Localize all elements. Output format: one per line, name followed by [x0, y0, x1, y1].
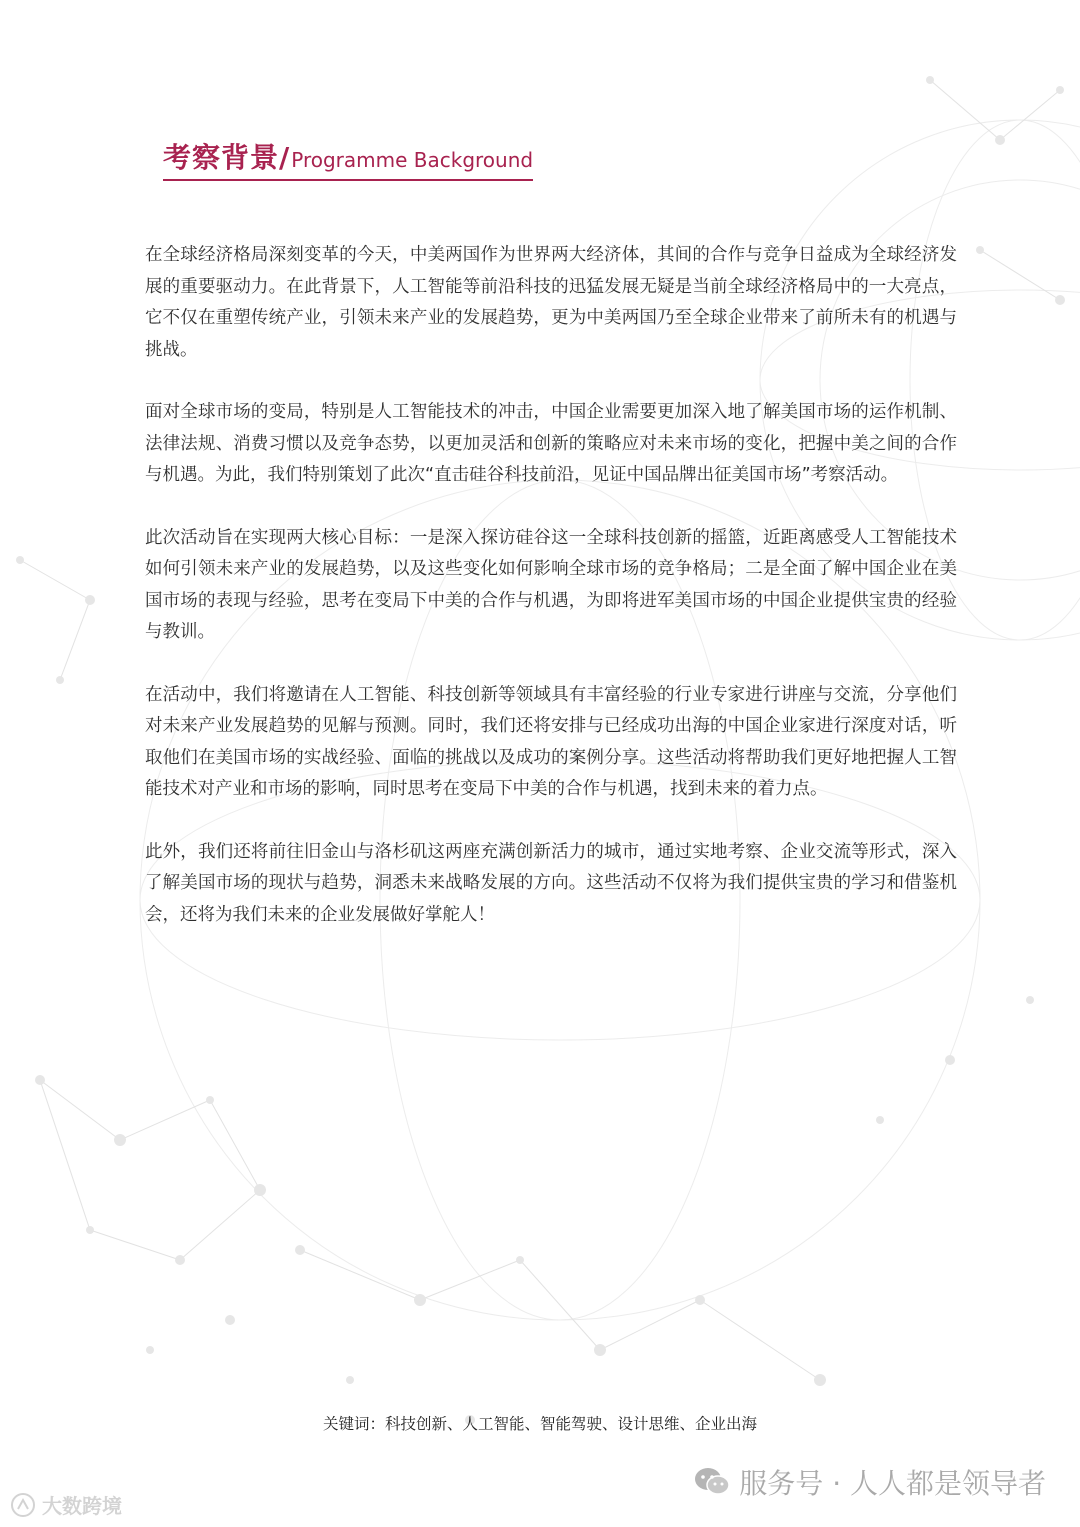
watermark-left-text: 大数跨境	[42, 1494, 122, 1518]
keywords-line: 关键词：科技创新、人工智能、智能驾驶、设计思维、企业出海	[322, 1415, 757, 1433]
paragraph-1: 在全球经济格局深刻变革的今天，中美两国作为世界两大经济体，其间的合作与竞争日益成为全球经济发展的重要驱动力。在此背景下，人工智能等前沿科技的迅猛发展无疑是当前全球经济格局中的一大亮点，它不仅在重塑传统产业，引领未来产业的发展趋势，更为中美两国乃至全球企业带来了前所未有的机遇与挑战。	[145, 245, 957, 360]
brand-logo-icon	[10, 1492, 36, 1518]
paragraph-3: 此次活动旨在实现两大核心目标：一是深入探访硅谷这一全球科技创新的摇篮，近距离感受人工智能技术如何引领未来产业的发展趋势，以及这些变化如何影响全球市场的竞争格局；二是全面了解中国企业在美国市场的表现与经验，思考在变局下中美的合作与机遇，为即将进军美国市场的中国企业提供宝贵的经验与教训。	[145, 527, 957, 642]
watermark-right-text: 服务号 · 人人都是领导者	[739, 1467, 1046, 1500]
title-english: Programme Background	[291, 148, 534, 172]
watermark-right	[693, 1462, 1046, 1502]
paragraph-4: 在活动中，我们将邀请在人工智能、科技创新等领域具有丰富经验的行业专家进行讲座与交流，分享他们对未来产业发展趋势的见解与预测。同时，我们还将安排与已经成功出海的中国企业家进行深度对话，听取他们在美国市场的实战经验、面临的挑战以及成功的案例分享。这些活动将帮助我们更好地把握人工智能技术对产业和市场的影响，同时思考在变局下中美的合作与机遇，找到未来的着力点。	[145, 684, 957, 799]
title-chinese: 考察背景/	[163, 141, 291, 174]
section-title	[163, 136, 533, 181]
watermark-left	[10, 1490, 122, 1519]
paragraph-5: 此外，我们还将前往旧金山与洛杉矶这两座充满创新活力的城市，通过实地考察、企业交流等形式，深入了解美国市场的现状与趋势，洞悉未来战略发展的方向。这些活动不仅将为我们提供宝贵的学习和借鉴机会，还将为我们未来的企业发展做好掌舵人！	[145, 841, 957, 925]
wechat-icon	[693, 1466, 731, 1498]
body-text	[145, 240, 957, 962]
paragraph-2: 面对全球市场的变局，特别是人工智能技术的冲击，中国企业需要更加深入地了解美国市场的运作机制、法律法规、消费习惯以及竞争态势，以更加灵活和创新的策略应对未来市场的变化，把握中美之间的合作与机遇。为此，我们特别策划了此次“直击硅谷科技前沿，见证中国品牌出征美国市场”考察活动。	[145, 402, 957, 485]
